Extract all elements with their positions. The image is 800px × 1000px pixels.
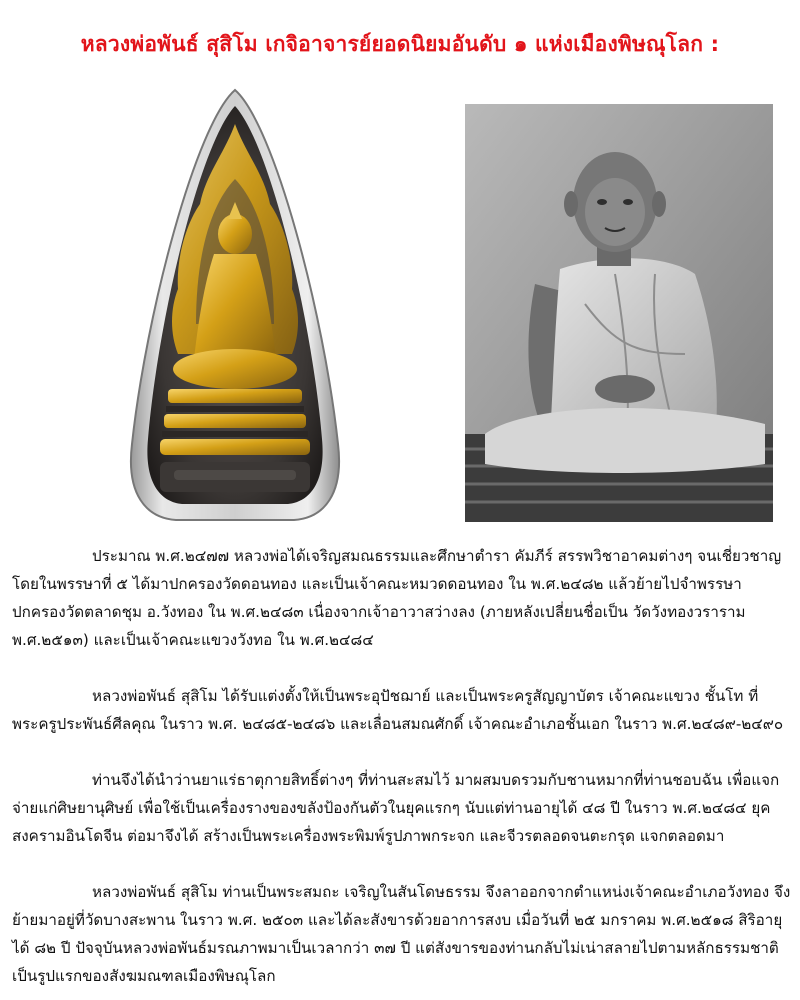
paragraph-3: ท่านจึงได้นำว่านยาแร่ธาตุกายสิทธิ์ต่างๆ ที่ท่านสะสมไว้ มาผสมบดรวมกับชานหมากที่ท่านชอบฉัน เพื่อแจกจ่ายแก่ศิษยานุศิษย์ เพื่อใช้เป็นเครื่องรางของขลังป้องกันตัวในยุคแรกๆ นับแต่ท่านอายุได้ ๔๘ ปี ในราว พ.ศ.๒๔๘๔ ยุคสงครามอินโดจีน ต่อมาจึงได้ สร้างเป็นพระเครื่องพระพิมพ์รูปภาพกระจก และจีวรตลอดจนตะกรุด แจกตลอดมา [12,771,780,845]
phra-chinnarat-amulet-icon [124,84,346,524]
article-body [12,542,792,1000]
paragraph-4: หลวงพ่อพันธ์ สุสิโม ท่านเป็นพระสมถะ เจริญในสันโดษธรรม จึงลาออกจากตำแหน่งเจ้าคณะอำเภอวังทอง จึงย้ายมาอยู่ที่วัดบางสะพาน ในราว พ.ศ. ๒๕๐๓ และได้ละสังขารด้วยอาการสงบ เมื่อวันที่ ๒๕ มกราคม พ.ศ.๒๕๑๘ สิริอายุได้ ๘๒ ปี ปัจจุบันหลวงพ่อพันธ์มรณภาพมาเป็นเวลากว่า ๓๗ ปี แต่สังขารของท่านกลับไม่เน่าสลายไปตามหลักธรรมชาติ เป็นรูปแรกของสังฆมณฑลเมืองพิษณุโลก [12,883,791,985]
monk-portrait-icon [465,104,773,522]
paragraph-2: หลวงพ่อพันธ์ สุสิโม ได้รับแต่งตั้งให้เป็นพระอุปัชฌาย์ และเป็นพระครูสัญญาบัตร เจ้าคณะแขวง ชั้นโท ที่พระครูประพันธ์ศีลคุณ ในราว พ.ศ. ๒๔๘๕-๒๔๘๖ และเลื่อนสมณศักดิ์ เจ้าคณะอำเภอชั้นเอก ในราว พ.ศ.๒๔๘๙-๒๔๙๐ [12,687,784,733]
page-title: หลวงพ่อพันธ์ สุสิโม เกจิอาจารย์ยอดนิยมอันดับ ๑ แห่งเมืองพิษณุโลก : [80,32,720,56]
paragraph-1: ประมาณ พ.ศ.๒๔๗๗ หลวงพ่อได้เจริญสมณธรรมและศึกษาตำรา คัมภีร์ สรรพวิชาอาคมต่างๆ จนเชี่ยวชาญ โดยในพรรษาที่ ๕ ได้มาปกครองวัดดอนทอง และเป็นเจ้าคณะหมวดดอนทอง ใน พ.ศ.๒๔๘๒ แล้วย้ายไปจำพรรษาปกครองวัดตลาดชุม อ.วังทอง ใน พ.ศ.๒๔๘๓ เนื่องจากเจ้าอาวาสว่างลง (ภายหลังเปลี่ยนชื่อเป็น วัดวังทองวราราม พ.ศ.๒๕๑๓) และเป็นเจ้าคณะแขวงวังทอ ใน พ.ศ.๒๔๘๔ [12,547,782,649]
monk-portrait-photo [465,104,773,522]
amulet-photo [124,84,346,524]
